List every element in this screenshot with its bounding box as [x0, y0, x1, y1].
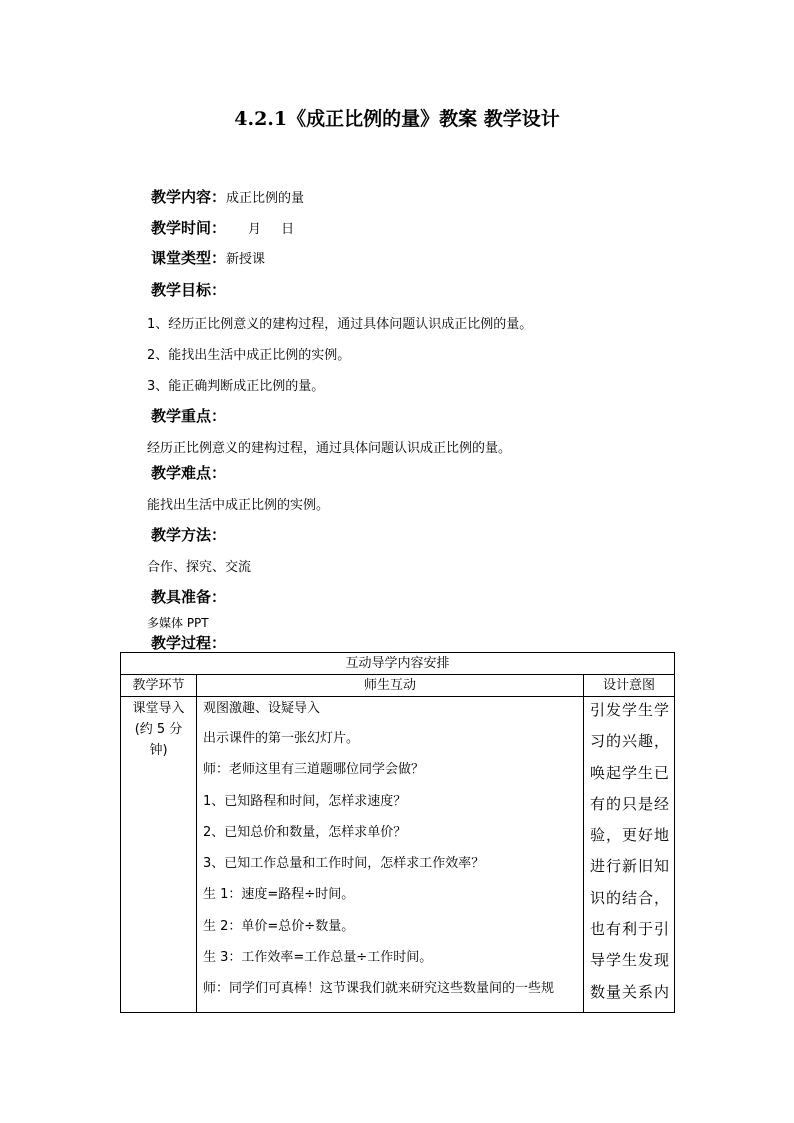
intent-line: 习的兴趣，	[590, 732, 671, 751]
header-intent: 设计意图	[584, 675, 675, 697]
key-text: 经历正比例意义的建构过程，通过具体问题认识成正比例的量。	[147, 441, 512, 456]
interaction-line: 1、已知路程和时间，怎样求速度？	[203, 793, 407, 809]
tools-heading: 教具准备：	[151, 588, 227, 606]
header-interaction: 师生互动	[197, 675, 584, 697]
table-row	[121, 697, 675, 1013]
field-time-label: 教学时间	[151, 219, 212, 237]
interaction-line: 生 2：单价=总价÷数量。	[203, 918, 355, 934]
difficult-heading: 教学难点：	[151, 464, 227, 482]
stage-line: 课堂导入	[132, 701, 185, 716]
tools-text: 多媒体 PPT	[147, 616, 209, 630]
table-caption: 互动导学内容安排	[121, 653, 675, 675]
interaction-line: 2、已知总价和数量，怎样求单价？	[203, 824, 407, 840]
field-time-value: 月 日	[248, 222, 295, 237]
key-heading: 教学重点：	[151, 407, 227, 425]
intent-line: 数量关系内	[590, 982, 671, 1001]
intent-line: 有的只是经	[590, 794, 671, 813]
intent-line: 验，更好地	[590, 826, 671, 845]
difficult-text: 能找出生活中成正比例的实例。	[147, 498, 330, 513]
table-header-row	[121, 675, 675, 697]
interaction-line: 观图激趣、设疑导入	[203, 701, 321, 716]
method-text: 合作、探究、交流	[147, 560, 252, 575]
stage-line: (约 5 分	[134, 722, 183, 737]
interaction-line: 生 1：速度=路程÷时间。	[203, 887, 355, 903]
goals-heading: 教学目标：	[151, 281, 227, 299]
intent-line: 唤起学生已	[590, 763, 671, 782]
field-type-label: 课堂类型	[151, 249, 212, 267]
interaction-line: 生 3：工作效率=工作总量÷工作时间。	[203, 950, 433, 966]
field-type: 课堂类型：新授课	[151, 249, 266, 267]
interaction-cell	[197, 697, 584, 1013]
method-label: 教学方法	[151, 526, 212, 544]
intent-line: 也有利于引	[590, 920, 671, 939]
field-content-label: 教学内容	[151, 188, 212, 206]
interaction-line: 师：老师这里有三道题哪位同学会做？	[203, 762, 425, 778]
interaction-line: 师：同学们可真棒！这节课我们就来研究这些数量间的一些规	[203, 981, 555, 997]
goal-item: 1、经历正比例意义的建构过程，通过具体问题认识成正比例的量。	[147, 317, 533, 332]
intent-line: 识的结合，	[590, 888, 671, 907]
interaction-line: 3、已知工作总量和工作时间，怎样求工作效率？	[203, 856, 485, 872]
difficult-label: 教学难点	[151, 464, 212, 482]
intent-line: 导学生发现	[590, 951, 671, 970]
header-stage: 教学环节	[121, 675, 197, 697]
process-table	[120, 652, 675, 1013]
intent-cell	[584, 697, 675, 1013]
field-content: 教学内容：成正比例的量	[151, 188, 305, 206]
interaction-line: 出示课件的第一张幻灯片。	[203, 731, 360, 746]
field-type-value: 新授课	[226, 252, 266, 267]
document-title: 4.2.1《成正比例的量》教案 教学设计	[234, 108, 560, 130]
key-label: 教学重点	[151, 407, 212, 425]
field-time: 教学时间： 月 日	[151, 219, 295, 237]
intent-line: 进行新旧知	[590, 857, 671, 876]
tools-label: 教具准备	[151, 588, 212, 606]
intent-line: 引发学生学	[590, 701, 671, 719]
method-heading: 教学方法：	[151, 526, 227, 544]
stage-cell	[121, 697, 197, 1013]
goal-item: 3、能正确判断成正比例的量。	[147, 379, 325, 394]
field-content-value: 成正比例的量	[226, 191, 305, 206]
process-label: 教学过程	[151, 634, 212, 652]
goals-label: 教学目标	[151, 281, 212, 299]
goal-item: 2、能找出生活中成正比例的实例。	[147, 348, 351, 363]
process-heading: 教学过程：	[151, 634, 227, 652]
stage-line: 钟)	[149, 743, 168, 758]
